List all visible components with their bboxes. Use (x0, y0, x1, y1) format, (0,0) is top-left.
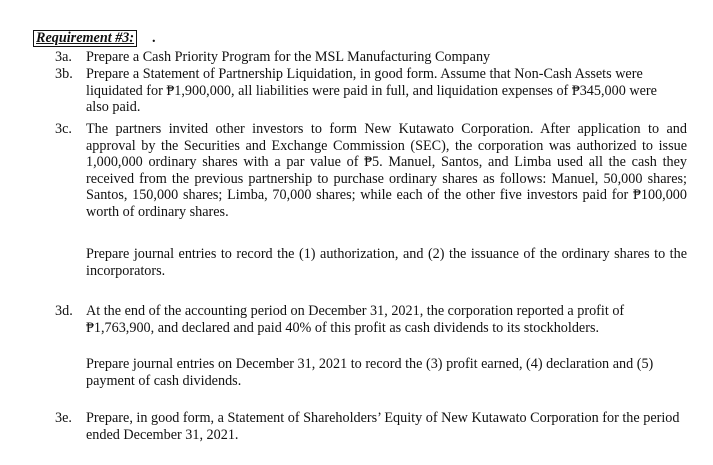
item-3e-text: Prepare, in good form, a Statement of Shareholders’ Equity of New Kutawato Corporation for the period ended December 31, 2021. (86, 410, 680, 443)
item-3c-text: The partners invited other investors to form New Kutawato Corporation. After application to and approval by the Securities and Exchange Commission (SEC), the corporation was authorized to issue 1,000,000 ordinary shares with a par value of ₱5. Manuel, Santos, and Limba used all the cash they received from the previous partnership to purchase ordinary shares as follows: Manuel, 50,000 shares; Santos, 150,000 shares; Limba, 70,000 shares; while each of the other five investors paid for ₱100,000 worth of ordinary shares. (86, 121, 687, 220)
item-3b-text: Prepare a Statement of Partnership Liquidation, in good form. Assume that Non-Cash Assets were liquidated for ₱1,900,000, all liabilities were paid in full, and liquidation expenses of ₱345,000 were also paid. (86, 66, 657, 116)
item-3b-number: 3b. (55, 66, 73, 82)
item-3d-text: At the end of the accounting period on December 31, 2021, the corporation reported a profit of ₱1,763,900, and declared and paid 40% of this profit as cash dividends to its stockholders. (86, 303, 625, 336)
requirement-heading (33, 30, 137, 48)
requirement-title: Requirement #3: (33, 30, 137, 47)
item-3a-text: Prepare a Cash Priority Program for the MSL Manufacturing Company (86, 49, 491, 65)
item-3b (55, 66, 687, 116)
item-3e-number: 3e. (55, 410, 72, 426)
item-3d-instruction: Prepare journal entries on December 31, 2021 to record the (3) profit earned, (4) declaration and (5) payment of cash dividends. (86, 356, 654, 389)
item-3d (55, 303, 687, 336)
item-3c (55, 121, 687, 221)
heading-dot: . (152, 30, 156, 46)
item-3a-number: 3a. (55, 49, 72, 65)
item-3e (55, 410, 687, 443)
item-3a (55, 49, 687, 66)
item-3d-number: 3d. (55, 303, 73, 319)
item-3c-instruction: Prepare journal entries to record the (1) authorization, and (2) the issuance of the ordinary shares to the incorporators. (86, 246, 687, 279)
item-3c-number: 3c. (55, 121, 72, 137)
